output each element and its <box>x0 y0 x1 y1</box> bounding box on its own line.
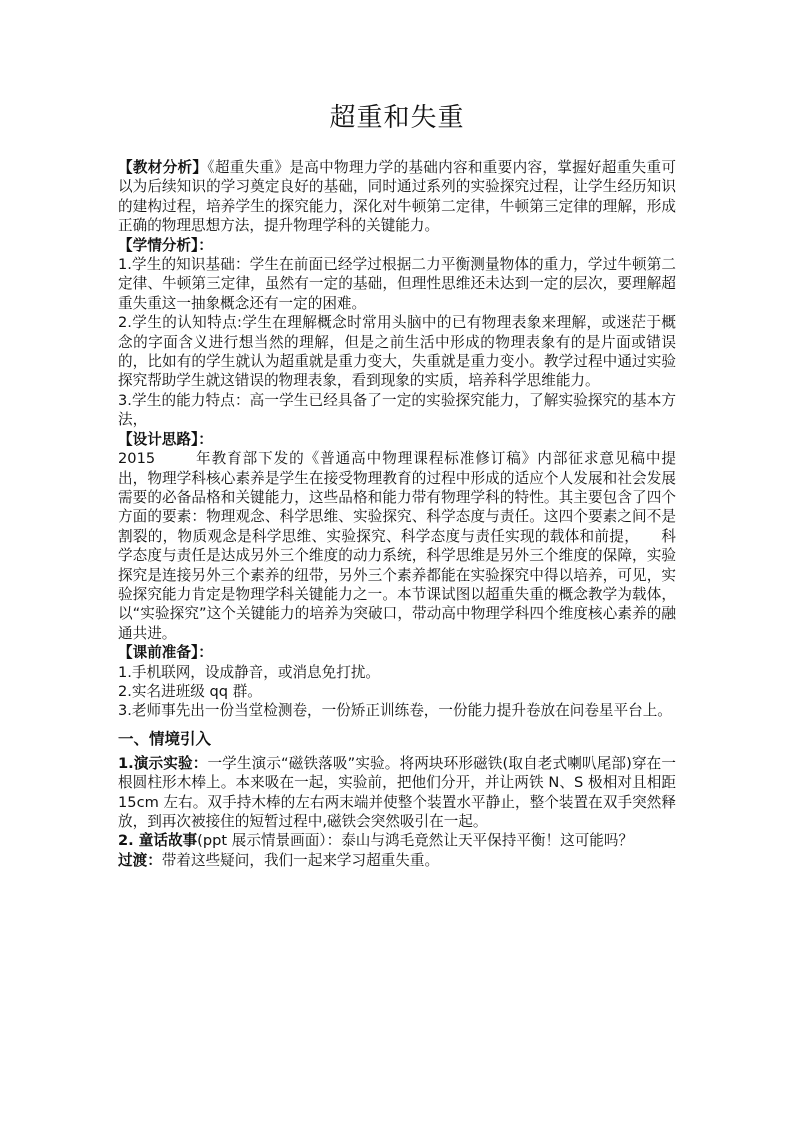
analysis-text: 《超重失重》是高中物理力学的基础内容和重要内容，掌握好超重失重可以为后续知识的学习奠定良好的基础，同时通过系列的实验探究过程，让学生经历知识的建构过程，培养学生的探究能力，深化对牛顿第二定律，牛顿第三定律的理解，形成正确的物理思想方法，提升物理学科的关键能力。 <box>118 159 676 235</box>
learning-label: 【学情分析】： <box>118 236 213 254</box>
design-label: 【设计思路】： <box>118 430 213 448</box>
prep-item-2: 2.实名进班级 qq 群。 <box>118 682 262 700</box>
prep-item-1: 1.手机联网，设成静音，或消息免打扰。 <box>118 663 381 681</box>
story-paragraph <box>118 831 676 850</box>
story-text: (ppt 展示情景画面）：泰山与鸿毛竟然让天平保持平衡！这可能吗？ <box>197 832 634 850</box>
analysis-label: 【教材分析】 <box>118 159 208 176</box>
learning-item-3: 3.学生的能力特点：高一学生已经具备了一定的实验探究能力，了解实验探究的基本方法， <box>118 391 676 429</box>
design-paragraph <box>118 449 676 643</box>
demo-text: 一学生演示“磁铁落吸”实验。将两块环形磁铁(取自老式喇叭尾部)穿在一根圆柱形木棒上。本来吸在一起，实验前，把他们分开，并让两铁 N、S 极相对且相距 15cm 左右。双手持木棒的左右两末端并使整个装置水平静止，整个装置在双手突然释放，到再次被接住的短暂过程中,磁铁会突然吸引在一起。 <box>118 754 676 830</box>
document-body <box>118 158 676 870</box>
analysis-paragraph <box>118 158 676 236</box>
story-label: 2. 童话故事 <box>118 832 198 850</box>
design-year: 2015 <box>118 450 156 468</box>
page-title: 超重和失重 <box>329 103 465 133</box>
demo-paragraph <box>118 754 676 832</box>
prep-label: 【课前准备】： <box>118 644 213 662</box>
transition-label: 过渡： <box>118 851 162 869</box>
design-text-a: 年教育部下发的《普通高中物理课程标准修订稿》内部征求意见稿中提出，物理学科核心素养是学生在接受物理教育的过程中形成的适应个人发展和社会发展需要的必备品格和关键能力，这些品格和能力带有物理学科的特性。其主要包含了四个方面的要素：物理观念、科学思维、实验探究、科学态度与责任。这四个要素之间不是割裂的，物质观念是科学思维、实验探究、科学态度与责任实现的载体和前提， <box>118 450 676 545</box>
demo-label: 1.演示实验： <box>118 754 208 772</box>
prep-item-3: 3.老师事先出一份当堂检测卷，一份矫正训练卷，一份能力提升卷放在问卷星平台上。 <box>118 702 672 720</box>
transition-paragraph <box>118 851 676 870</box>
learning-item-2: 2.学生的认知特点:学生在理解概念时常用头脑中的已有物理表象来理解，或迷茫于概念的字面含义进行想当然的理解，但是之前生活中形成的物理表象有的是片面或错误的，比如有的学生就认为超重就是重力变大，失重就是重力变小。教学过程中通过实验探究帮助学生就这错误的物理表象，看到现象的实质，培养科学思维能力。 <box>118 314 676 390</box>
design-text-b: 科学态度与责任是达成另外三个维度的动力系统，科学思维是另外三个维度的保障，实验探究是连接另外三个素养的纽带，另外三个素养都能在实验探究中得以培养，可见，实验探究能力肯定是物理学科关键能力之一。本节课试图以超重失重的概念教学为载体，以“实验探究”这个关键能力的培养为突破口，带动高中物理学科四个维度核心素养的融通共进。 <box>118 527 676 642</box>
section-heading: 一、情境引入 <box>118 729 212 748</box>
transition-text: 带着这些疑问，我们一起来学习超重失重。 <box>161 851 440 869</box>
learning-item-1: 1.学生的知识基础：学生在前面已经学过根据二力平衡测量物体的重力，学过牛顿第二定律、牛顿第三定律，虽然有一定的基础，但理性思维还未达到一定的层次，要理解超重失重这一抽象概念还有一定的困难。 <box>118 256 676 312</box>
